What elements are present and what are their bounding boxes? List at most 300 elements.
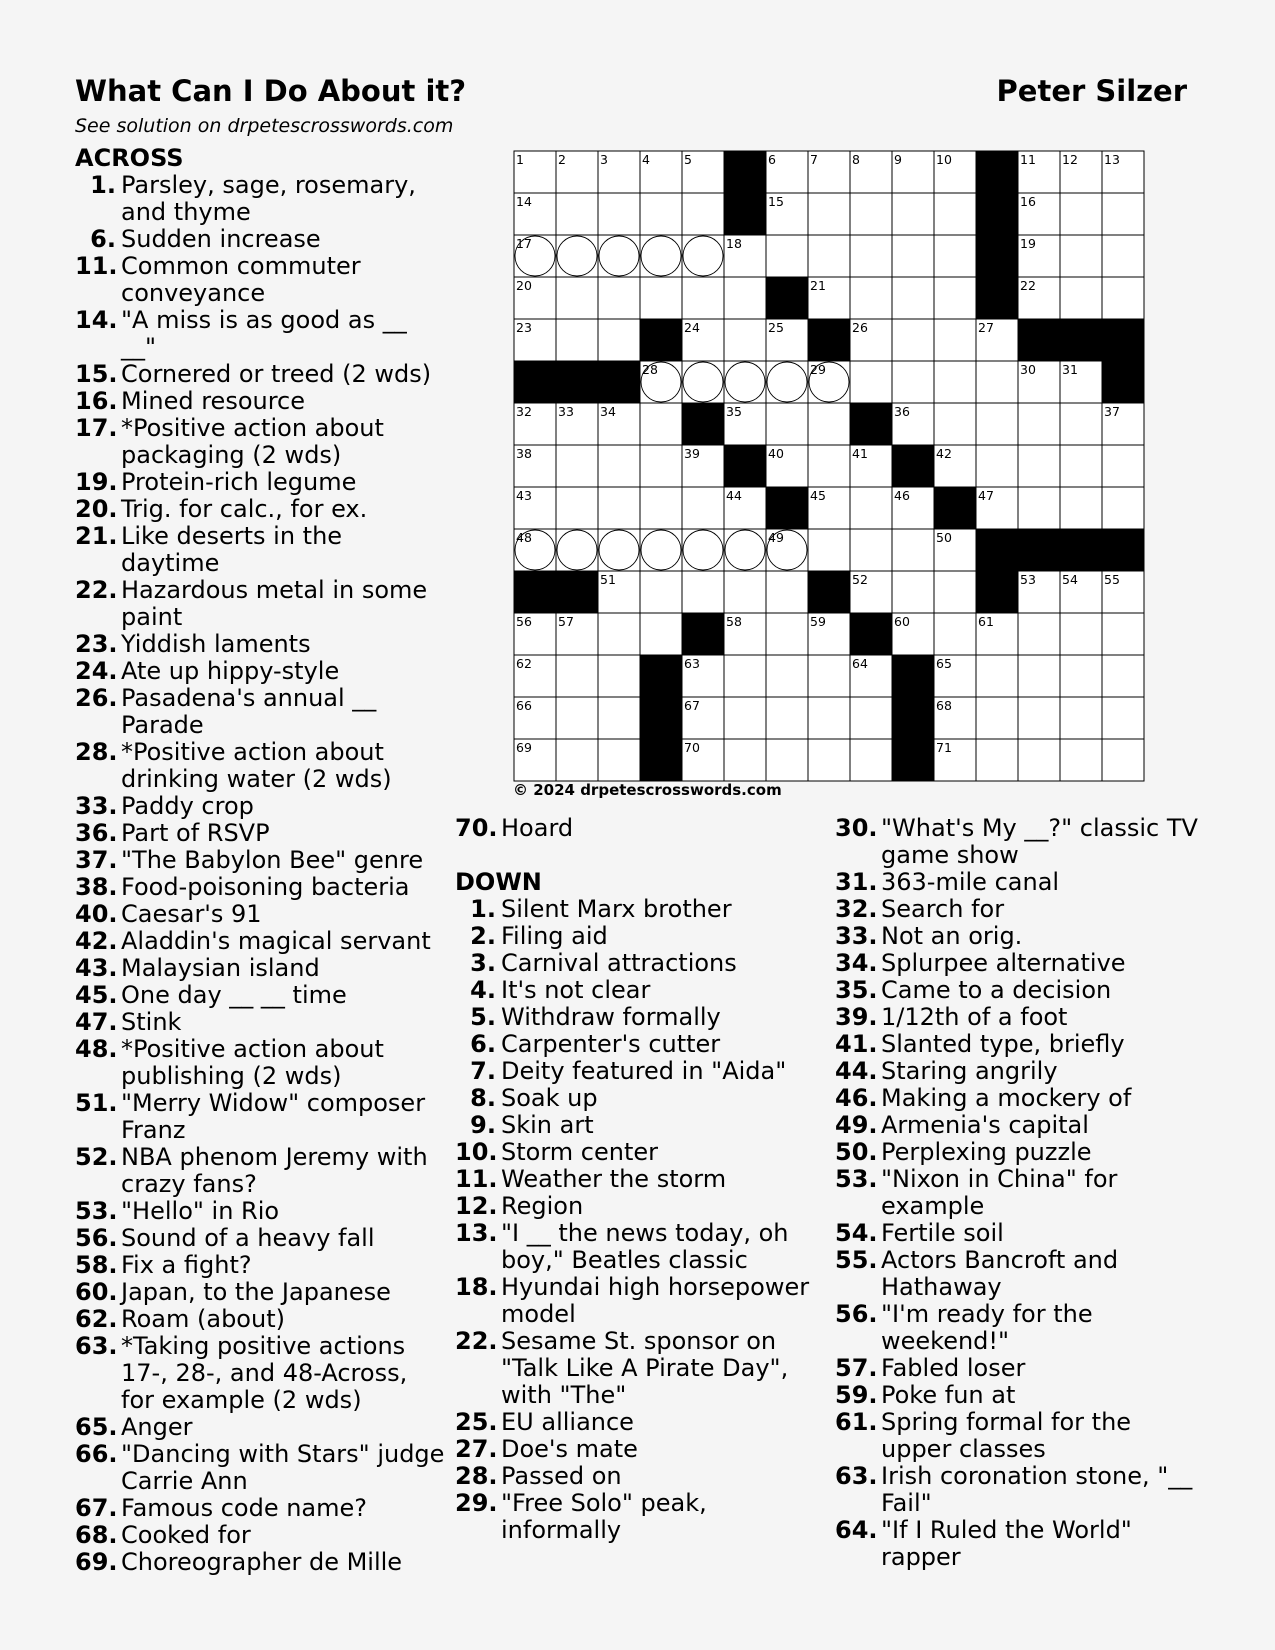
- clue-text: 1/12th of a foot: [881, 1003, 1068, 1031]
- grid-cell[interactable]: [808, 739, 850, 781]
- clue-number: 53.: [75, 1197, 118, 1225]
- grid-cell[interactable]: [598, 487, 640, 529]
- grid-cell[interactable]: [976, 739, 1018, 781]
- black-square: [976, 571, 1018, 613]
- clue-text: It's not clear: [501, 976, 651, 1004]
- clue-number: 60.: [75, 1278, 118, 1306]
- grid-cell[interactable]: [640, 277, 682, 319]
- clue-number: 6.: [470, 1030, 496, 1058]
- grid-cell[interactable]: [640, 613, 682, 655]
- grid-cell[interactable]: [934, 235, 976, 277]
- grid-cell[interactable]: [976, 697, 1018, 739]
- clue-number: 35.: [835, 976, 878, 1004]
- grid-cell[interactable]: [556, 655, 598, 697]
- black-square: [1060, 319, 1102, 361]
- grid-cell[interactable]: [1018, 487, 1060, 529]
- black-square: [598, 361, 640, 403]
- grid-cell[interactable]: [682, 529, 724, 571]
- cell-number: 15: [768, 194, 784, 209]
- clue-text: Ate up hippy-style: [121, 657, 340, 685]
- clue-entry: [455, 1328, 825, 1409]
- cell-number: 44: [726, 488, 742, 503]
- grid-cell[interactable]: [1060, 697, 1102, 739]
- clue-number: 8.: [470, 1084, 496, 1112]
- clue-entry: [455, 1166, 825, 1193]
- grid-cell[interactable]: [1102, 739, 1144, 781]
- grid-cell[interactable]: [556, 277, 598, 319]
- black-square: [808, 319, 850, 361]
- grid-cell[interactable]: [598, 319, 640, 361]
- clue-entry: [75, 1036, 445, 1090]
- black-square: [850, 613, 892, 655]
- clue-text: Food-poisoning bacteria: [121, 873, 410, 901]
- grid-cell[interactable]: [976, 361, 1018, 403]
- clue-number: 45.: [75, 981, 118, 1009]
- clue-number: 69.: [75, 1548, 118, 1576]
- clue-number: 20.: [75, 495, 118, 523]
- clue-number: 1.: [90, 171, 116, 199]
- grid-cell[interactable]: [1060, 277, 1102, 319]
- grid-cell[interactable]: [640, 529, 682, 571]
- grid-cell[interactable]: [808, 529, 850, 571]
- black-square: [892, 739, 934, 781]
- clue-entry: [835, 1355, 1205, 1382]
- grid-cell[interactable]: [976, 655, 1018, 697]
- grid-cell[interactable]: [1102, 613, 1144, 655]
- cell-number: 30: [1020, 362, 1036, 377]
- clue-number: 3.: [470, 949, 496, 977]
- grid-cell[interactable]: [1102, 277, 1144, 319]
- grid-cell[interactable]: [976, 445, 1018, 487]
- clue-text: "I __ the news today, oh boy," Beatles classic: [501, 1219, 789, 1274]
- clue-number: 40.: [75, 900, 118, 928]
- clue-text: Carpenter's cutter: [501, 1030, 721, 1058]
- cell-number: 67: [684, 698, 700, 713]
- clue-text: "If I Ruled the World" rapper: [881, 1516, 1132, 1571]
- cell-number: 55: [1104, 572, 1120, 587]
- clue-number: 18.: [455, 1273, 498, 1301]
- copyright-notice: © 2024 drpetescrosswords.com: [513, 781, 782, 799]
- cell-number: 62: [516, 656, 532, 671]
- clue-entry: [455, 896, 825, 923]
- grid-cell[interactable]: [724, 277, 766, 319]
- clue-text: "The Babylon Bee" genre: [121, 846, 424, 874]
- clue-entry: [835, 1004, 1205, 1031]
- cell-number: 29: [810, 362, 826, 377]
- black-square: [766, 487, 808, 529]
- clue-entry: [835, 1031, 1205, 1058]
- clue-entry: [455, 1085, 825, 1112]
- clue-entry: [835, 1247, 1205, 1301]
- crossword-grid[interactable]: [513, 150, 1145, 782]
- clue-entry: [835, 815, 1205, 869]
- clue-entry: [455, 1409, 825, 1436]
- cell-number: 33: [558, 404, 574, 419]
- grid-cell[interactable]: [808, 193, 850, 235]
- cell-number: 28: [642, 362, 658, 377]
- grid-cell[interactable]: [682, 277, 724, 319]
- black-square: [1102, 529, 1144, 571]
- clues-column-2: [455, 815, 825, 1544]
- clue-entry: [835, 1220, 1205, 1247]
- down-clue-list: [455, 896, 825, 1544]
- grid-cell[interactable]: [1018, 403, 1060, 445]
- clue-text: Roam (about): [121, 1305, 285, 1333]
- clue-entry: [835, 1166, 1205, 1220]
- clue-text: "I'm ready for the weekend!": [881, 1300, 1093, 1355]
- clue-entry: [835, 1382, 1205, 1409]
- grid-cell[interactable]: [1060, 487, 1102, 529]
- clue-number: 56.: [835, 1300, 878, 1328]
- grid-cell[interactable]: [766, 403, 808, 445]
- grid-cell[interactable]: [556, 487, 598, 529]
- cell-number: 71: [936, 740, 952, 755]
- clue-number: 2.: [470, 922, 496, 950]
- grid-cell[interactable]: [598, 739, 640, 781]
- clue-entry: [75, 739, 445, 793]
- grid-cell[interactable]: [1018, 613, 1060, 655]
- clue-entry: [835, 1517, 1205, 1571]
- grid-cell[interactable]: [556, 235, 598, 277]
- grid-cell[interactable]: [1102, 655, 1144, 697]
- grid-cell[interactable]: [640, 235, 682, 277]
- cell-number: 66: [516, 698, 532, 713]
- clue-number: 25.: [455, 1408, 498, 1436]
- grid-cell[interactable]: [1102, 697, 1144, 739]
- grid-cell[interactable]: [682, 361, 724, 403]
- grid-cell[interactable]: [766, 235, 808, 277]
- clue-text: Mined resource: [121, 387, 306, 415]
- cell-number: 54: [1062, 572, 1078, 587]
- black-square: [976, 193, 1018, 235]
- grid-cell[interactable]: [808, 445, 850, 487]
- grid-cell[interactable]: [934, 613, 976, 655]
- clue-entry: [455, 1112, 825, 1139]
- cell-number: 3: [600, 152, 608, 167]
- clue-number: 59.: [835, 1381, 878, 1409]
- clue-text: Sesame St. sponsor on "Talk Like A Pirate Day", with "The": [501, 1327, 789, 1409]
- clue-number: 48.: [75, 1035, 118, 1063]
- grid-cell[interactable]: [850, 697, 892, 739]
- clue-entry: [75, 820, 445, 847]
- clue-entry: [455, 1031, 825, 1058]
- cell-number: 70: [684, 740, 700, 755]
- cell-number: 49: [768, 530, 784, 545]
- clue-number: 42.: [75, 927, 118, 955]
- clue-number: 55.: [835, 1246, 878, 1274]
- clue-text: Deity featured in "Aida": [501, 1057, 787, 1085]
- cell-number: 45: [810, 488, 826, 503]
- clue-text: Fertile soil: [881, 1219, 1004, 1247]
- black-square: [724, 445, 766, 487]
- grid-cell[interactable]: [556, 697, 598, 739]
- grid-cell[interactable]: [850, 277, 892, 319]
- cell-number: 35: [726, 404, 742, 419]
- clue-text: Search for: [881, 895, 1005, 923]
- clue-entry: [75, 469, 445, 496]
- clue-number: 52.: [75, 1143, 118, 1171]
- grid-cell[interactable]: [556, 445, 598, 487]
- clue-text: Poke fun at: [881, 1381, 1016, 1409]
- clue-text: Anger: [121, 1413, 193, 1441]
- cell-number: 18: [726, 236, 742, 251]
- grid-cell[interactable]: [724, 739, 766, 781]
- grid-cell[interactable]: [850, 529, 892, 571]
- clue-number: 28.: [455, 1462, 498, 1490]
- grid-cell[interactable]: [724, 319, 766, 361]
- black-square: [682, 613, 724, 655]
- grid-cell[interactable]: [1102, 235, 1144, 277]
- grid-cell[interactable]: [934, 361, 976, 403]
- grid-cell[interactable]: [892, 361, 934, 403]
- clue-text: "Merry Widow" composer Franz: [121, 1089, 426, 1144]
- grid-cell[interactable]: [640, 571, 682, 613]
- clue-entry: [455, 1436, 825, 1463]
- black-square: [640, 697, 682, 739]
- clue-text: 363-mile canal: [881, 868, 1060, 896]
- grid-cell[interactable]: [892, 529, 934, 571]
- clue-text: Stink: [121, 1008, 182, 1036]
- clue-entry: [835, 977, 1205, 1004]
- grid-cell[interactable]: [598, 697, 640, 739]
- grid-cell[interactable]: [1060, 613, 1102, 655]
- cell-number: 24: [684, 320, 700, 335]
- puzzle-author: Peter Silzer: [996, 74, 1187, 108]
- clue-text: "Nixon in China" for example: [881, 1165, 1118, 1220]
- grid-cell[interactable]: [934, 571, 976, 613]
- clue-number: 65.: [75, 1413, 118, 1441]
- grid-cell[interactable]: [766, 655, 808, 697]
- clue-entry: [835, 869, 1205, 896]
- grid-cell[interactable]: [598, 193, 640, 235]
- clue-entry: [75, 1279, 445, 1306]
- clue-entry: [835, 923, 1205, 950]
- grid-cell[interactable]: [766, 739, 808, 781]
- clue-number: 6.: [90, 225, 116, 253]
- grid-cell[interactable]: [850, 235, 892, 277]
- grid-cell[interactable]: [682, 193, 724, 235]
- clue-text: Spring formal for the upper classes: [881, 1408, 1132, 1463]
- grid-cell[interactable]: [682, 235, 724, 277]
- black-square: [640, 739, 682, 781]
- cell-number: 40: [768, 446, 784, 461]
- grid-cell[interactable]: [598, 613, 640, 655]
- black-square: [556, 571, 598, 613]
- grid-cell[interactable]: [640, 403, 682, 445]
- cell-number: 16: [1020, 194, 1036, 209]
- cell-number: 11: [1020, 152, 1036, 167]
- grid-cell[interactable]: [640, 487, 682, 529]
- cell-number: 31: [1062, 362, 1078, 377]
- grid-cell[interactable]: [682, 487, 724, 529]
- cell-number: 50: [936, 530, 952, 545]
- clue-entry: [835, 1112, 1205, 1139]
- clue-text: Splurpee alternative: [881, 949, 1126, 977]
- grid-cell[interactable]: [850, 739, 892, 781]
- grid-cell[interactable]: [934, 319, 976, 361]
- grid-cell[interactable]: [892, 319, 934, 361]
- clue-text: One day __ __ time: [121, 981, 347, 1009]
- cell-number: 58: [726, 614, 742, 629]
- clue-entry: [835, 1139, 1205, 1166]
- grid-cell[interactable]: [1060, 739, 1102, 781]
- grid-cell[interactable]: [724, 571, 766, 613]
- grid-cell[interactable]: [934, 193, 976, 235]
- clue-text: *Positive action about publishing (2 wds): [121, 1035, 384, 1090]
- grid-cell[interactable]: [724, 697, 766, 739]
- black-square: [976, 235, 1018, 277]
- cell-number: 52: [852, 572, 868, 587]
- cell-number: 46: [894, 488, 910, 503]
- clue-entry: [835, 950, 1205, 977]
- clue-entry: [75, 1225, 445, 1252]
- puzzle-title: What Can I Do About it?: [75, 74, 467, 108]
- clue-entry: [75, 847, 445, 874]
- down-header: DOWN: [455, 868, 542, 896]
- grid-cell[interactable]: [1102, 193, 1144, 235]
- grid-cell[interactable]: [808, 655, 850, 697]
- clue-entry: [455, 950, 825, 977]
- grid-cell[interactable]: [598, 445, 640, 487]
- black-square: [766, 277, 808, 319]
- clue-text: Doe's mate: [501, 1435, 638, 1463]
- grid-cell[interactable]: [808, 403, 850, 445]
- black-square: [1102, 361, 1144, 403]
- grid-cell[interactable]: [598, 655, 640, 697]
- grid-cell[interactable]: [934, 403, 976, 445]
- clue-entry: [75, 1009, 445, 1036]
- grid-cell[interactable]: [724, 361, 766, 403]
- clue-text: Silent Marx brother: [501, 895, 732, 923]
- clue-entry: [835, 1058, 1205, 1085]
- cell-number: 43: [516, 488, 532, 503]
- grid-cell[interactable]: [766, 613, 808, 655]
- grid-cell[interactable]: [598, 235, 640, 277]
- grid-cell[interactable]: [1060, 193, 1102, 235]
- grid-cell[interactable]: [1018, 445, 1060, 487]
- clues-column-1: [75, 145, 445, 1576]
- cell-number: 19: [1020, 236, 1036, 251]
- grid-cell[interactable]: [892, 235, 934, 277]
- clue-number: 23.: [75, 630, 118, 658]
- clue-number: 31.: [835, 868, 878, 896]
- grid-cell[interactable]: [1060, 655, 1102, 697]
- clue-text: Passed on: [501, 1462, 622, 1490]
- black-square: [808, 571, 850, 613]
- cell-number: 22: [1020, 278, 1036, 293]
- grid-cell[interactable]: [724, 529, 766, 571]
- clue-entry: [455, 977, 825, 1004]
- clue-entry: [835, 1409, 1205, 1463]
- clue-number: 57.: [835, 1354, 878, 1382]
- grid-cell[interactable]: [598, 277, 640, 319]
- grid-cell[interactable]: [598, 529, 640, 571]
- clue-text: Storm center: [501, 1138, 658, 1166]
- grid-cell[interactable]: [556, 739, 598, 781]
- grid-cell[interactable]: [1018, 655, 1060, 697]
- clue-entry: [835, 1301, 1205, 1355]
- clue-entry: [75, 361, 445, 388]
- clue-text: EU alliance: [501, 1408, 634, 1436]
- cell-number: 36: [894, 404, 910, 419]
- grid-cell[interactable]: [1018, 739, 1060, 781]
- clue-entry: [75, 577, 445, 631]
- clue-text: *Taking positive actions 17-, 28-, and 48-Across, for example (2 wds): [121, 1332, 408, 1414]
- clue-entry: [835, 1463, 1205, 1517]
- grid-cell[interactable]: [1060, 403, 1102, 445]
- clue-text: Actors Bancroft and Hathaway: [881, 1246, 1119, 1301]
- clue-text: Came to a decision: [881, 976, 1112, 1004]
- grid-cell[interactable]: [808, 235, 850, 277]
- clue-number: 32.: [835, 895, 878, 923]
- grid-cell[interactable]: [1060, 235, 1102, 277]
- grid-cell[interactable]: [1102, 445, 1144, 487]
- clue-text: Trig. for calc., for ex.: [121, 495, 368, 523]
- clue-text: Soak up: [501, 1084, 598, 1112]
- grid-cell[interactable]: [724, 655, 766, 697]
- clue-text: Part of RSVP: [121, 819, 270, 847]
- grid-cell[interactable]: [892, 193, 934, 235]
- grid-cell[interactable]: [766, 697, 808, 739]
- grid-cell[interactable]: [556, 529, 598, 571]
- grid-cell[interactable]: [1102, 487, 1144, 529]
- grid-cell[interactable]: [850, 361, 892, 403]
- clue-number: 64.: [835, 1516, 878, 1544]
- clue-text: Hyundai high horsepower model: [501, 1273, 810, 1328]
- grid-cell[interactable]: [682, 571, 724, 613]
- grid-cell[interactable]: [766, 361, 808, 403]
- clue-entry: [455, 1058, 825, 1085]
- clue-entry: [75, 496, 445, 523]
- clue-entry: [75, 631, 445, 658]
- grid-cell[interactable]: [892, 571, 934, 613]
- grid-cell[interactable]: [850, 193, 892, 235]
- grid-cell[interactable]: [556, 193, 598, 235]
- cell-number: 64: [852, 656, 868, 671]
- grid-cell[interactable]: [766, 571, 808, 613]
- grid-cell[interactable]: [556, 319, 598, 361]
- clue-entry: [455, 1004, 825, 1031]
- clue-text: Sound of a heavy fall: [121, 1224, 375, 1252]
- grid-cell[interactable]: [850, 487, 892, 529]
- cell-number: 10: [936, 152, 952, 167]
- grid-cell[interactable]: [640, 445, 682, 487]
- grid-cell[interactable]: [1060, 445, 1102, 487]
- black-square: [514, 571, 556, 613]
- clue-number: 53.: [835, 1165, 878, 1193]
- clue-number: 47.: [75, 1008, 118, 1036]
- down-clue-list-continued: [835, 815, 1205, 1571]
- clue-entry: [75, 1306, 445, 1333]
- clue-entry: [75, 874, 445, 901]
- clue-number: 26.: [75, 684, 118, 712]
- cell-number: 68: [936, 698, 952, 713]
- grid-cell[interactable]: [934, 277, 976, 319]
- cell-number: 32: [516, 404, 532, 419]
- black-square: [1018, 319, 1060, 361]
- grid-cell[interactable]: [808, 697, 850, 739]
- clue-entry: [75, 1549, 445, 1576]
- grid-cell[interactable]: [892, 277, 934, 319]
- clue-text: Famous code name?: [121, 1494, 368, 1522]
- grid-cell[interactable]: [976, 403, 1018, 445]
- clue-text: "Free Solo" peak, informally: [501, 1489, 707, 1544]
- grid-cell[interactable]: [1018, 697, 1060, 739]
- grid-cell[interactable]: [640, 193, 682, 235]
- clue-number: 46.: [835, 1084, 878, 1112]
- clue-number: 36.: [75, 819, 118, 847]
- across-header: ACROSS: [75, 144, 184, 172]
